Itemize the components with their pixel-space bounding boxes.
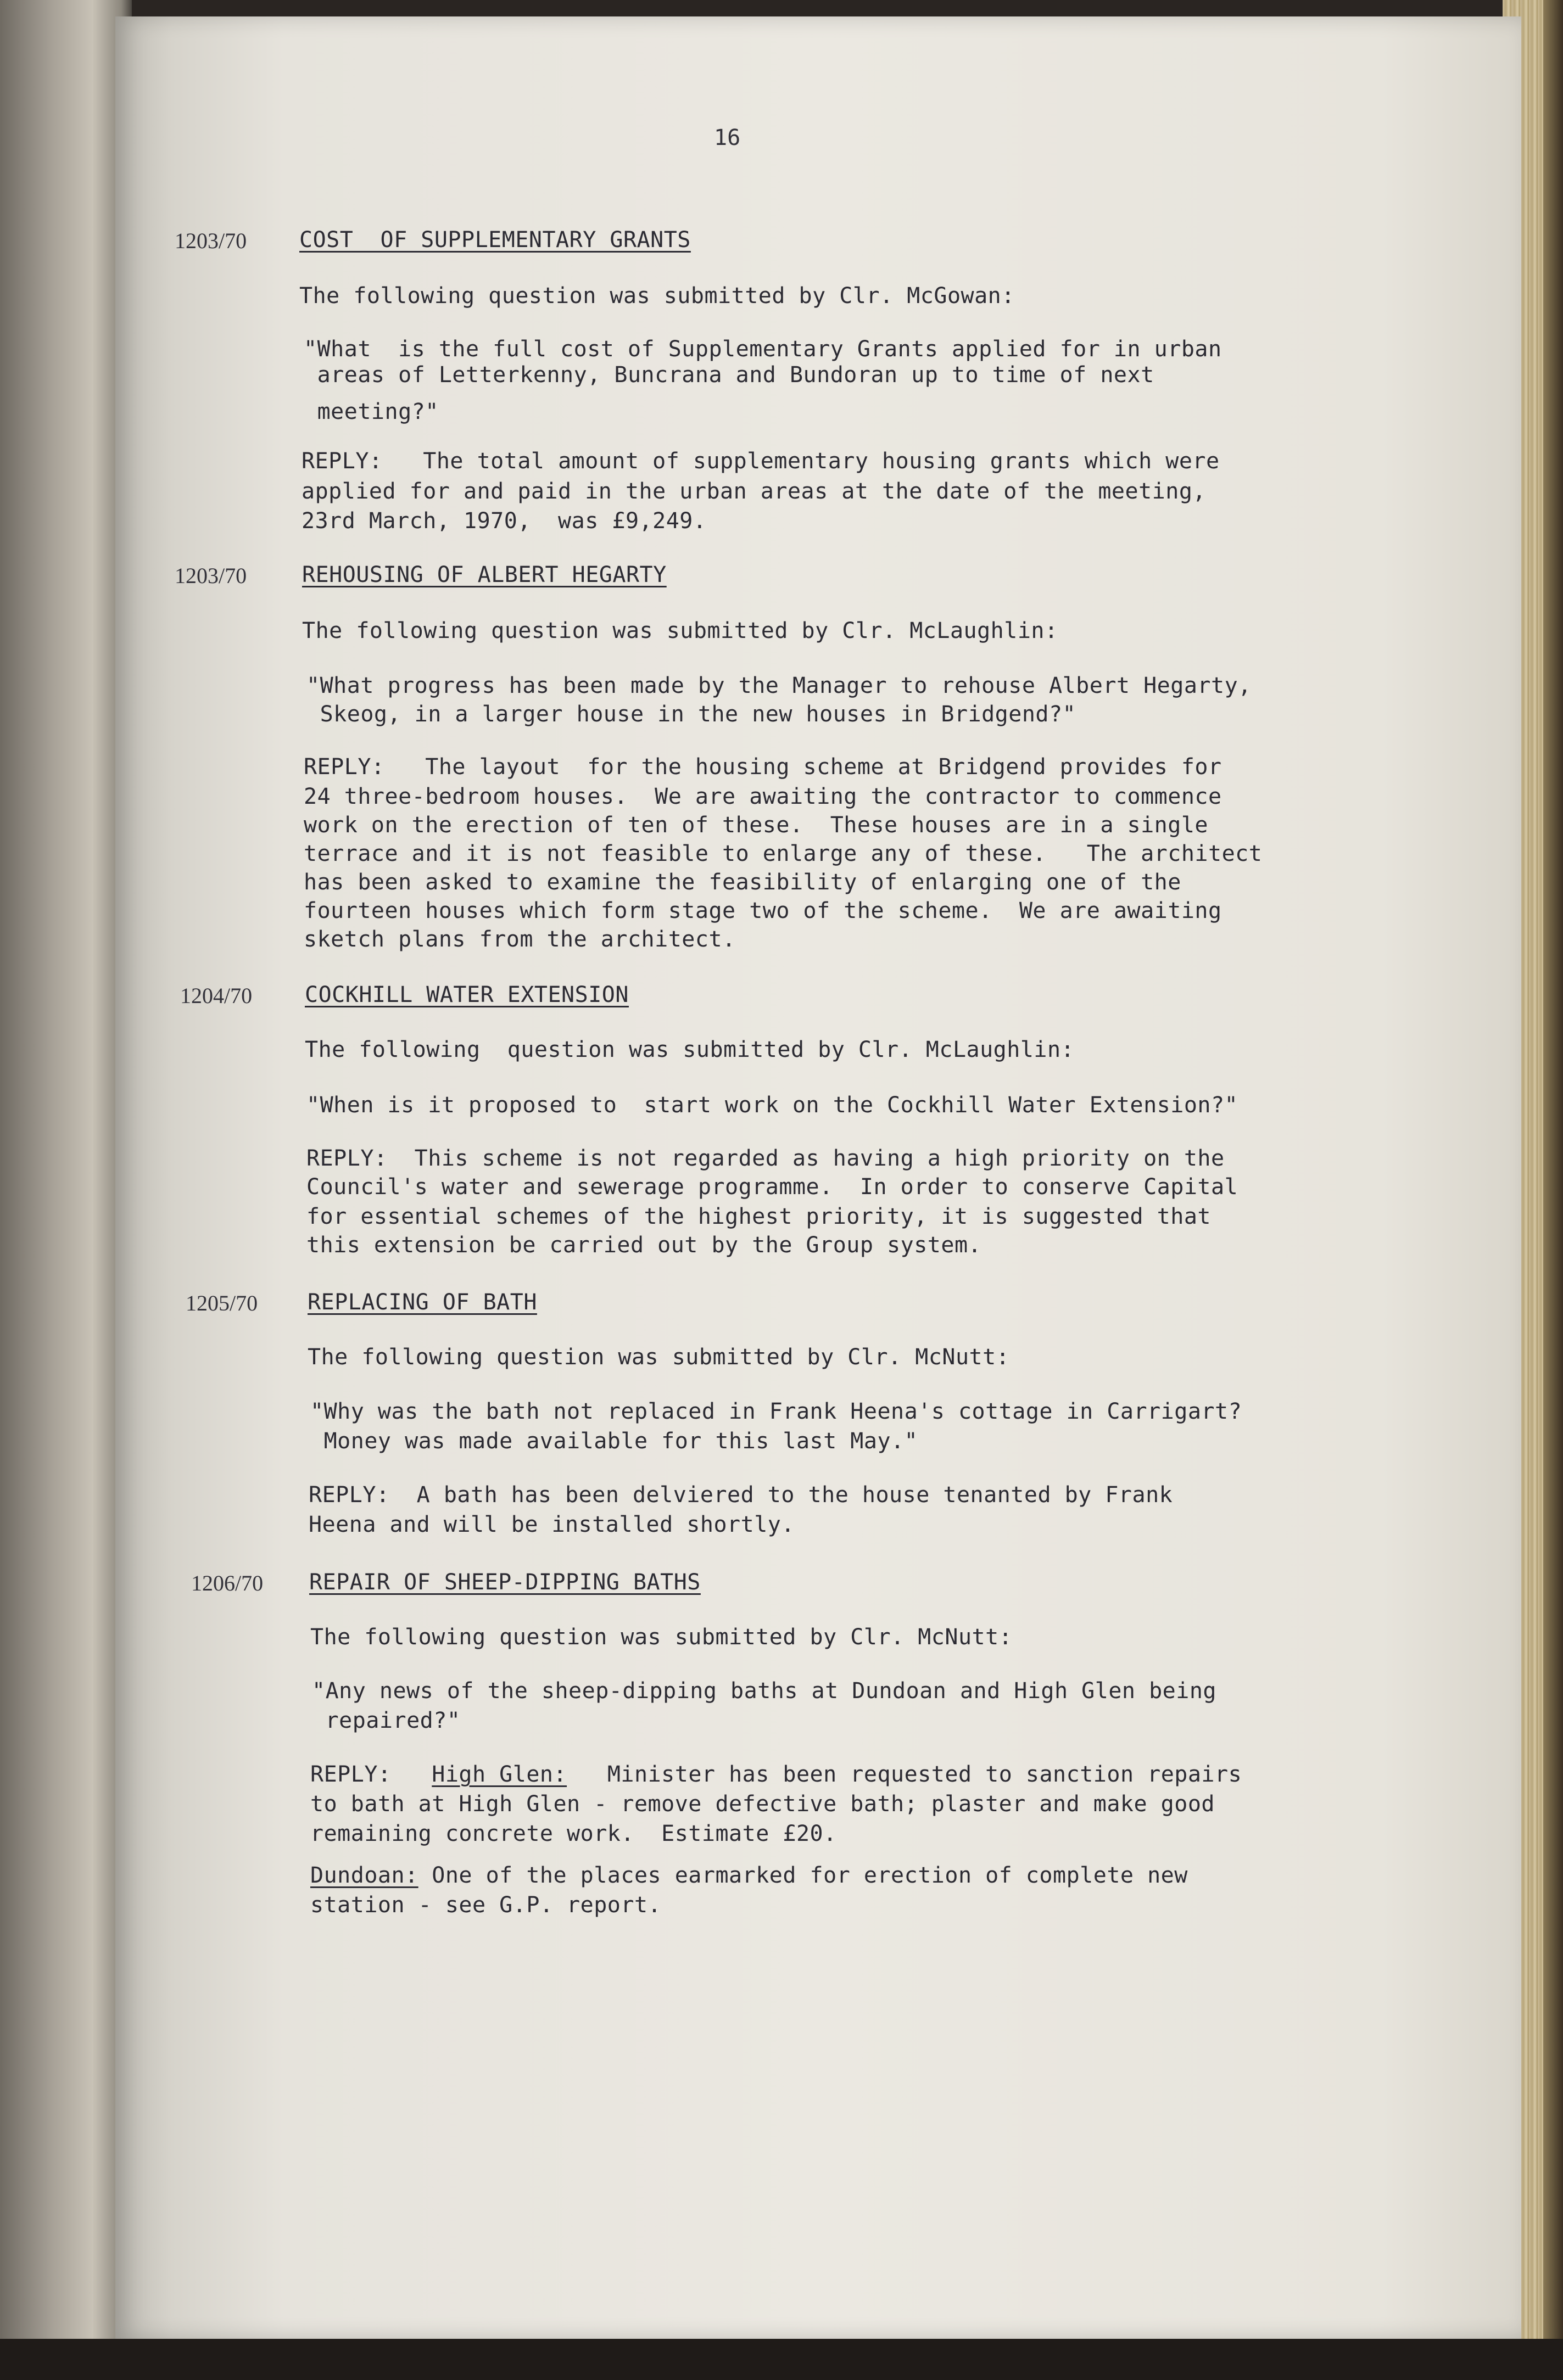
reply-line: terrace and it is not feasible to enlarge any of these. The architect <box>304 841 1263 866</box>
reply-text <box>304 752 1222 782</box>
question-intro: The following question was submitted by Clr. McNutt: <box>310 1625 1013 1650</box>
extra-label: Dundoan: <box>310 1863 418 1888</box>
reply-line: for essential schemes of the highest priority, it is suggested that <box>306 1204 1211 1229</box>
reply-text <box>309 1480 1173 1510</box>
reply-line: remaining concrete work. Estimate £20. <box>310 1821 837 1846</box>
reply-text <box>302 446 1220 476</box>
reply-line: fourteen houses which form stage two of the scheme. We are awaiting <box>304 898 1222 923</box>
extra-text <box>310 1861 1188 1890</box>
reply-line: this extension be carried out by the Group system. <box>306 1233 982 1258</box>
question-intro: The following question was submitted by Clr. McGowan: <box>299 283 1015 309</box>
question-line: meeting?" <box>304 399 439 424</box>
minute-reference: 1206/70 <box>191 1571 264 1595</box>
question-line: "What progress has been made by the Manager to rehouse Albert Hegarty, <box>306 673 1252 698</box>
extra-line: station - see G.P. report. <box>310 1892 662 1918</box>
reply-line: has been asked to examine the feasibility of enlarging one of the <box>304 870 1181 895</box>
reply-text <box>310 1760 1242 1789</box>
page-number: 16 <box>714 125 741 150</box>
scan-bottom-edge <box>0 2339 1563 2380</box>
question-line: areas of Letterkenny, Buncrana and Bundoran up to time of next <box>304 362 1154 388</box>
item-heading: REPLACING OF BATH <box>308 1290 537 1315</box>
question-line: repaired?" <box>312 1708 461 1733</box>
question-intro: The following question was submitted by Clr. McNutt: <box>308 1345 1010 1370</box>
minute-reference: 1203/70 <box>175 563 247 588</box>
reply-line: sketch plans from the architect. <box>304 927 736 952</box>
reply-label: REPLY: <box>309 1482 390 1508</box>
question-line: "Any news of the sheep-dipping baths at Dundoan and High Glen being <box>312 1678 1216 1704</box>
question-line: Money was made available for this last May." <box>310 1429 918 1454</box>
reply-sublabel: High Glen: <box>432 1762 567 1787</box>
reply-line: This scheme is not regarded as having a high priority on the <box>387 1146 1225 1171</box>
reply-line: to bath at High Glen - remove defective bath; plaster and make good <box>310 1791 1215 1817</box>
extra-line: One of the places earmarked for erection of complete new <box>418 1863 1188 1888</box>
reply-line: applied for and paid in the urban areas at the date of the meeting, <box>302 479 1206 504</box>
book-binding <box>0 0 132 2380</box>
minute-reference: 1204/70 <box>180 983 253 1008</box>
question-line: "When is it proposed to start work on the Cockhill Water Extension?" <box>306 1093 1238 1118</box>
reply-text <box>306 1144 1225 1173</box>
reply-label: REPLY: <box>302 449 383 474</box>
reply-line: 24 three-bedroom houses. We are awaiting the contractor to commence <box>304 784 1222 809</box>
reply-line: The total amount of supplementary housing grants which were <box>382 449 1220 474</box>
reply-line: Heena and will be installed shortly. <box>309 1512 795 1537</box>
reply-line: The layout for the housing scheme at Bridgend provides for <box>384 754 1222 780</box>
reply-label: REPLY: <box>306 1146 388 1171</box>
minute-reference: 1203/70 <box>175 228 247 253</box>
reply-line: work on the erection of ten of these. These houses are in a single <box>304 813 1208 838</box>
question-intro: The following question was submitted by Clr. McLaughlin: <box>302 618 1058 643</box>
item-heading: COST OF SUPPLEMENTARY GRANTS <box>299 227 691 253</box>
reply-line: 23rd March, 1970, was £9,249. <box>302 508 707 534</box>
question-line: "Why was the bath not replaced in Frank Heena's cottage in Carrigart? <box>310 1399 1242 1424</box>
item-heading: COCKHILL WATER EXTENSION <box>305 982 629 1007</box>
item-heading: REHOUSING OF ALBERT HEGARTY <box>302 562 667 587</box>
reply-line: Minister has been requested to sanction repairs <box>567 1762 1242 1787</box>
minute-reference: 1205/70 <box>186 1291 258 1315</box>
question-line: "What is the full cost of Supplementary Grants applied for in urban <box>304 337 1222 362</box>
question-line: Skeog, in a larger house in the new houses in Bridgend?" <box>306 702 1076 727</box>
item-heading: REPAIR OF SHEEP-DIPPING BATHS <box>309 1570 701 1595</box>
reply-label: REPLY: <box>304 754 385 780</box>
reply-line: A bath has been delviered to the house tenanted by Frank <box>389 1482 1173 1508</box>
reply-line: Council's water and sewerage programme. In order to conserve Capital <box>306 1174 1238 1200</box>
question-intro: The following question was submitted by Clr. McLaughlin: <box>305 1037 1075 1062</box>
reply-label: REPLY: <box>310 1762 392 1787</box>
